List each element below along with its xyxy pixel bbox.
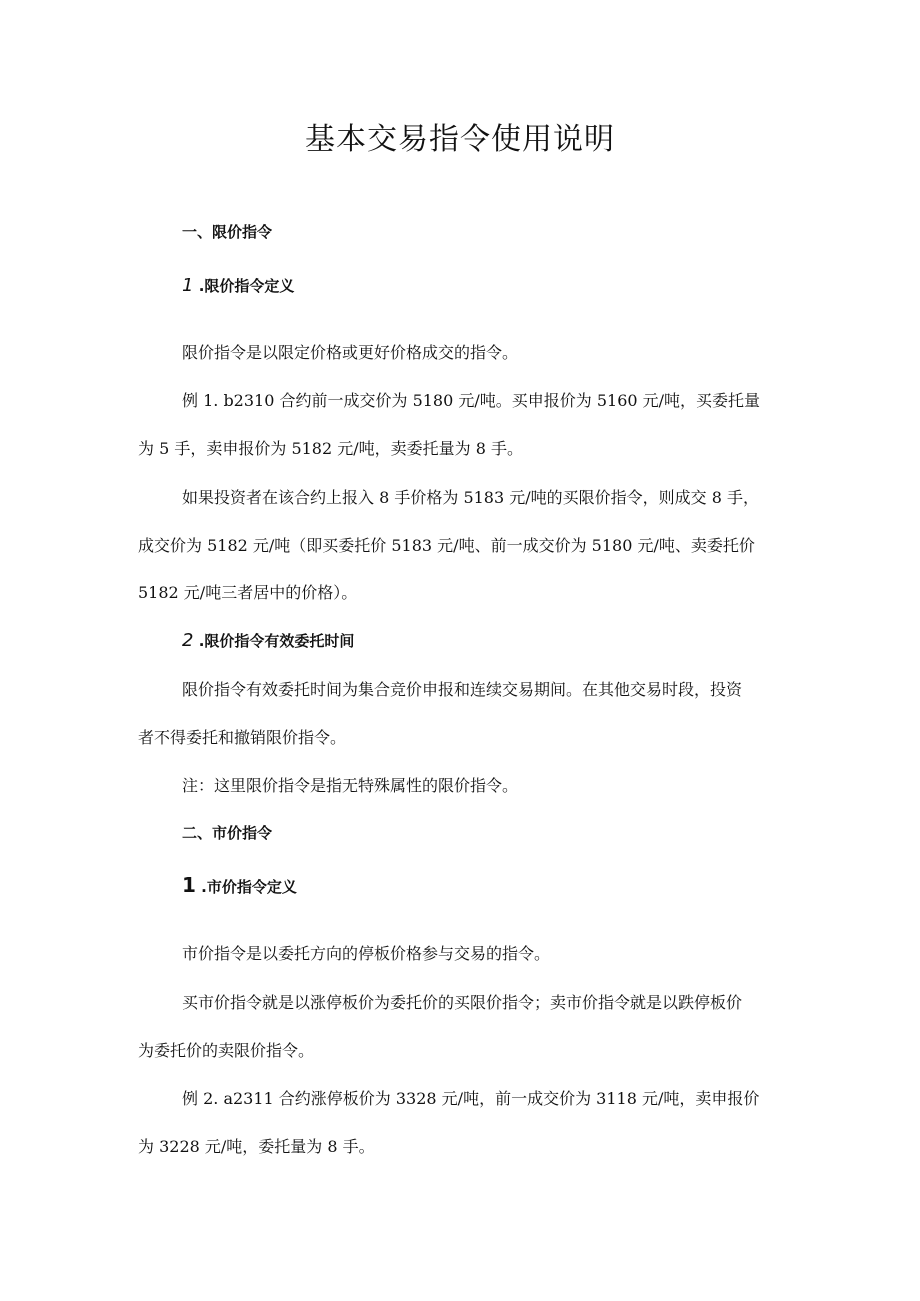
section-heading-limit-order: 一、限价指令 [182, 223, 273, 241]
paragraph-market-buy-sell-line1: 买市价指令就是以涨停板价为委托价的买限价指令；卖市价指令就是以跌停板价 [182, 993, 743, 1012]
paragraph-example2-line1: 例 2. a2311 合约涨停板价为 3328 元/吨，前一成交价为 3118 元/吨，卖申报价 [182, 1089, 760, 1108]
subsection-title: .限价指令有效委托时间 [198, 632, 355, 650]
subsection-number: 2 [182, 630, 194, 651]
subsection-number: 1 [182, 873, 196, 897]
subsection-number: 1 [182, 275, 194, 296]
paragraph-example1-line1: 例 1. b2310 合约前一成交价为 5180 元/吨。买申报价为 5160 元/吨，买委托量 [182, 391, 761, 410]
paragraph-example1-result-line3: 5182 元/吨三者居中的价格）。 [138, 583, 358, 602]
subsection-heading-market-definition [182, 875, 297, 897]
subsection-heading-limit-time [182, 631, 354, 651]
paragraph-example1-line2: 为 5 手，卖申报价为 5182 元/吨，卖委托量为 8 手。 [138, 439, 523, 458]
subsection-title: .限价指令定义 [198, 277, 295, 295]
paragraph-market-definition: 市价指令是以委托方向的停板价格参与交易的指令。 [182, 944, 551, 963]
paragraph-limit-time-line1: 限价指令有效委托时间为集合竞价申报和连续交易期间。在其他交易时段，投资 [182, 680, 743, 699]
paragraph-note: 注：这里限价指令是指无特殊属性的限价指令。 [182, 776, 519, 795]
subsection-heading-limit-definition [182, 276, 294, 296]
subsection-title: .市价指令定义 [201, 878, 297, 896]
paragraph-market-buy-sell-line2: 为委托价的卖限价指令。 [138, 1041, 315, 1060]
section-heading-market-order: 二、市价指令 [182, 824, 273, 842]
paragraph-example2-line2: 为 3228 元/吨，委托量为 8 手。 [138, 1137, 375, 1156]
paragraph-limit-time-line2: 者不得委托和撤销限价指令。 [138, 728, 347, 747]
paragraph-example1-result-line2: 成交价为 5182 元/吨（即买委托价 5183 元/吨、前一成交价为 5180 元/吨、卖委托价 [138, 536, 755, 555]
document-title: 基本交易指令使用说明 [305, 122, 615, 157]
paragraph-limit-definition: 限价指令是以限定价格或更好价格成交的指令。 [182, 343, 519, 362]
paragraph-example1-result-line1: 如果投资者在该合约上报入 8 手价格为 5183 元/吨的买限价指令，则成交 8 手， [182, 488, 759, 507]
